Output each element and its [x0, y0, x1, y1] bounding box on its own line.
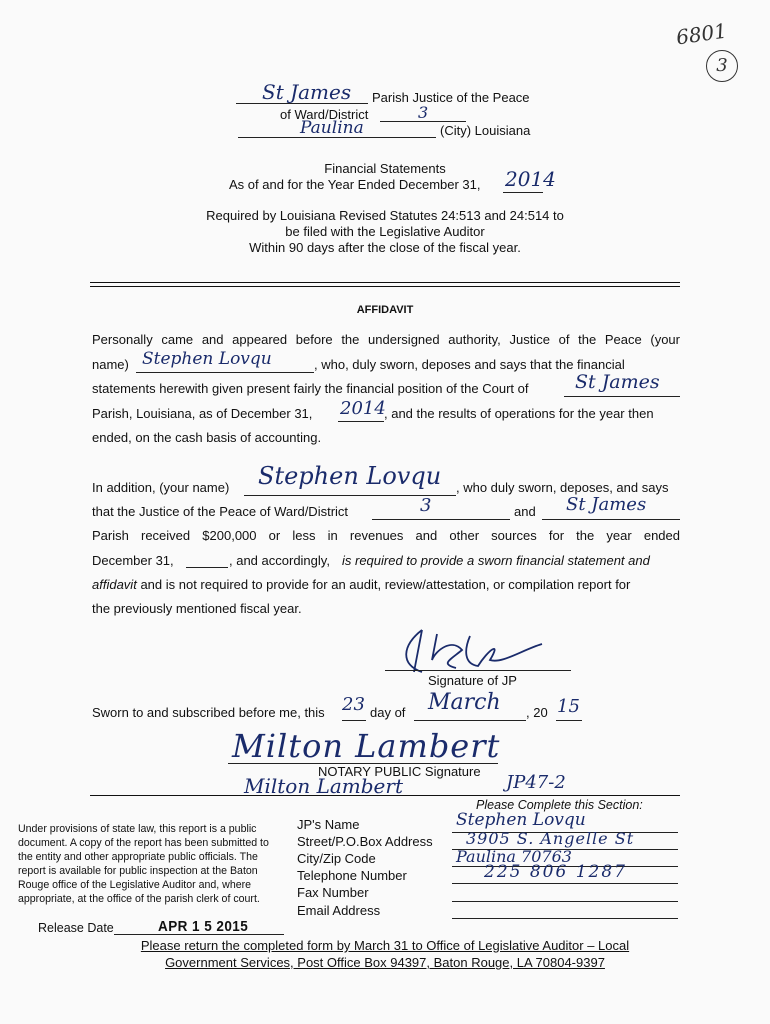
circled-page-number: 3: [706, 50, 738, 82]
p2-line-1b: , who duly sworn, deposes, and says: [456, 480, 669, 495]
ward-fill: 3: [418, 103, 429, 122]
sworn-day-fill: 23: [342, 694, 365, 715]
ward-label: of Ward/District: [280, 107, 369, 122]
p2-year-blank: [186, 567, 228, 568]
statute-line-1: Required by Louisiana Revised Statutes 24:513 and 24:514 to: [206, 208, 564, 223]
p1-line-3: statements herewith given present fairly the financial position of the Court of: [92, 381, 529, 396]
complete-section-label: Please Complete this Section:: [476, 798, 643, 812]
sworn-year-fill: 15: [557, 696, 580, 717]
fax-field[interactable]: [452, 901, 678, 902]
notary-printed-name: Milton Lambert: [244, 774, 403, 798]
affidavit-heading: AFFIDAVIT: [356, 304, 414, 316]
year-fill: 2014: [505, 167, 556, 191]
sworn-line-a: Sworn to and subscribed before me, this: [92, 705, 325, 720]
divider-top: [90, 282, 680, 283]
p1-year-fill: 2014: [340, 398, 386, 419]
statute-line-2: be filed with the Legislative Auditor: [285, 224, 485, 239]
label-address: Street/P.O.Box Address: [297, 834, 433, 849]
sworn-month-fill: March: [428, 690, 501, 715]
label-email: Email Address: [297, 903, 381, 918]
p1-court-fill: St James: [575, 371, 660, 393]
label-telephone: Telephone Number: [297, 868, 407, 883]
p2-line-6: the previously mentioned fiscal year.: [92, 601, 302, 616]
label-jp-name: JP's Name: [297, 817, 360, 832]
city-zip-value: Paulina 70763: [456, 847, 572, 866]
p2-name-fill: Stephen Lovqu: [258, 462, 442, 490]
statement-title: Financial Statements: [324, 161, 446, 176]
p2-ward-fill: 3: [420, 495, 432, 516]
release-date-label: Release Date: [38, 921, 114, 935]
divider-bottom: [90, 795, 680, 796]
p2-line-3: Parish received $200,000 or less in revenues and other sources for the year ended: [92, 528, 680, 543]
parish-fill: St James: [262, 80, 352, 104]
p2-line-1a: In addition, (your name): [92, 480, 230, 495]
p1-line-4b: , and the results of operations for the year then: [384, 406, 654, 421]
jp-signature: [392, 620, 552, 680]
year-line: As of and for the Year Ended December 31,: [229, 177, 481, 192]
notary-label: NOTARY PUBLIC Signature: [318, 764, 481, 779]
p2-line-5a: affidavit: [92, 577, 137, 592]
notary-id: JP47-2: [506, 772, 566, 793]
notice-text: Under provisions of state law, this report is a public document. A copy of the report has been submitted to the entity and other appropriate public officials. The report is available for public inspection at the Baton Rouge office of the Legislative Auditor and, where appropriate, at the office of the parish clerk of court.: [18, 823, 269, 905]
footer-line-2: Government Services, Post Office Box 94397, Baton Rouge, LA 70804-9397: [165, 955, 605, 970]
p1-line-2b: , who, duly sworn, deposes and says that the financial: [314, 357, 625, 372]
p2-line-4a: December 31,: [92, 553, 174, 568]
jp-signature-label: Signature of JP: [428, 673, 517, 688]
jp-name-value: Stephen Lovqu: [456, 810, 586, 830]
p2-line-4b: , and accordingly,: [229, 553, 330, 568]
city-suffix: (City) Louisiana: [440, 123, 531, 138]
divider-top-2: [90, 286, 680, 287]
email-field[interactable]: [452, 918, 678, 919]
file-number: 6801: [674, 18, 729, 50]
p1-line-1: Personally came and appeared before the undersigned authority, Justice of the Peace (your: [92, 332, 680, 347]
notary-signature: Milton Lambert: [232, 727, 501, 765]
p1-name-fill: Stephen Lovqu: [142, 349, 272, 369]
p2-line-2a: that the Justice of the Peace of Ward/District: [92, 504, 349, 519]
city-fill: Paulina: [300, 118, 364, 138]
p2-line-5: [92, 577, 630, 592]
p1-line-4a: Parish, Louisiana, as of December 31,: [92, 406, 313, 421]
p1-line-5: ended, on the cash basis of accounting.: [92, 430, 322, 445]
parish-suffix: Parish Justice of the Peace: [372, 90, 530, 105]
sworn-line-c: , 20: [526, 705, 548, 720]
release-date-stamp: APR 1 5 2015: [158, 918, 249, 935]
p2-line-4c: is required to provide a sworn financial statement and: [342, 553, 650, 568]
label-city-zip: City/Zip Code: [297, 851, 376, 866]
telephone-value: 225 806 1287: [484, 862, 627, 882]
telephone-field[interactable]: [452, 883, 678, 884]
sworn-line-b: day of: [370, 705, 406, 720]
p1-line-2a: name): [92, 357, 129, 372]
statute-line-3: Within 90 days after the close of the fiscal year.: [249, 240, 521, 255]
label-fax: Fax Number: [297, 885, 369, 900]
address-value: 3905 S. Angelle St: [466, 829, 635, 848]
p2-line-5b: and is not required to provide for an audit, review/attestation, or compilation report for: [140, 577, 631, 592]
p2-line-2b: and: [514, 504, 536, 519]
p2-parish-fill: St James: [566, 494, 647, 515]
footer-line-1: Please return the completed form by March 31 to Office of Legislative Auditor – Local: [140, 938, 630, 953]
